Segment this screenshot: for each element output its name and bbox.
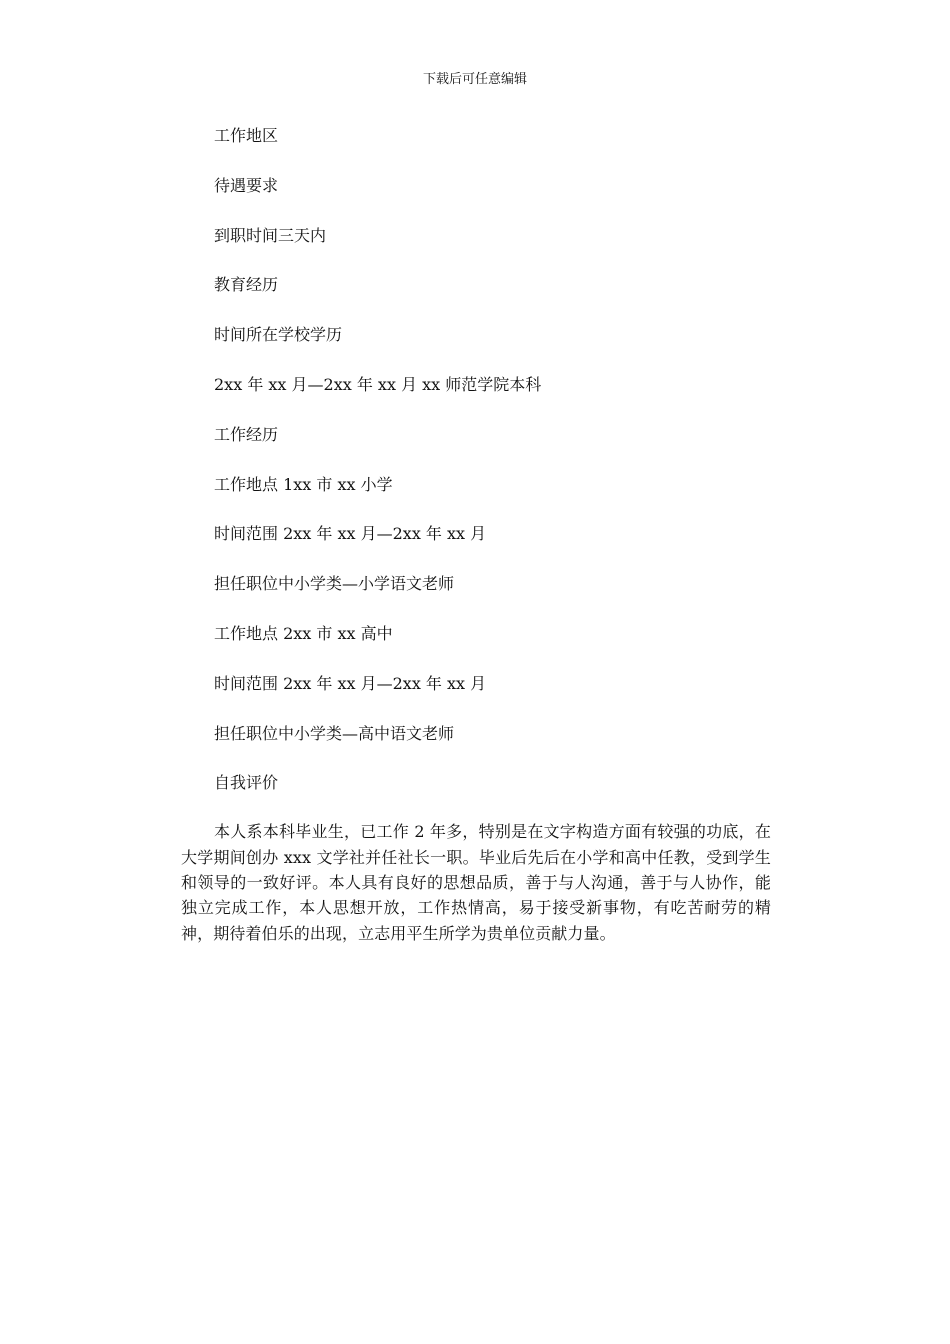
section-self-evaluation-heading: 自我评价 [214,773,279,793]
line-work-region: 工作地区 [214,126,279,145]
line-work-location-1: 工作地点 1xx 市 xx 小学 [214,474,393,494]
self-evaluation-paragraph: 本人系本科毕业生，已工作 2 年多，特别是在文字构造方面有较强的功底，在大学期间创办 xxx 文学社并任社长一职。毕业后先后在小学和高中任教，受到学生和领导的一致好评。本人具有良好的思想品质，善于与人沟通，善于与人协作，能独立完成工作，本人思想开放，工作热情高，易于接受新事物，有吃苦耐劳的精神，期待着伯乐的出现，立志用平生所学为贵单位贡献力量。 [181,822,771,943]
line-work-position-2: 担任职位中小学类—高中语文老师 [214,723,455,743]
line-education-entry: 2xx 年 xx 月—2xx 年 xx 月 xx 师范学院本科 [214,374,542,394]
section-work-heading: 工作经历 [214,424,279,444]
line-work-location-2: 工作地点 2xx 市 xx 高中 [214,623,393,643]
line-education-columns: 时间所在学校学历 [214,325,343,345]
resume-content [181,125,771,946]
line-salary-requirement: 待遇要求 [214,175,279,195]
section-education-heading: 教育经历 [214,275,279,295]
page-header-note: 下载后可任意编辑 [422,72,527,87]
line-work-period-2: 时间范围 2xx 年 xx 月—2xx 年 xx 月 [214,673,487,693]
line-start-time: 到职时间三天内 [214,225,327,245]
line-work-period-1: 时间范围 2xx 年 xx 月—2xx 年 xx 月 [214,524,487,544]
line-work-position-1: 担任职位中小学类—小学语文老师 [214,574,455,594]
